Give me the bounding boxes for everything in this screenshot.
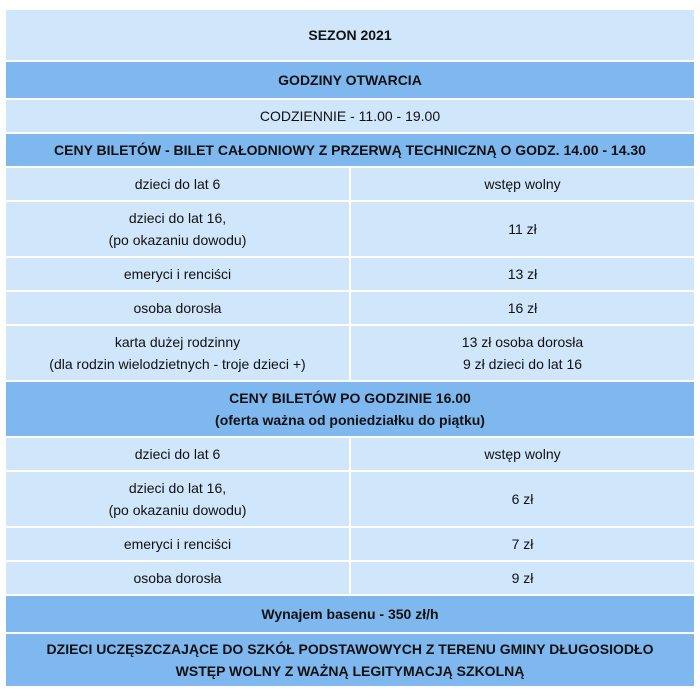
price-table [4,8,696,688]
opening-header-row [6,62,694,98]
table-row [6,202,694,256]
opening-hours-row [6,100,694,132]
ticket-label: emeryci i renciści [6,258,349,290]
ticket-label: osoba dorosła [6,562,349,594]
table-row [6,562,694,594]
section2-title: CENY BILETÓW PO GODZINIE 16.00 (oferta ważna od poniedziałku do piątku) [6,382,694,436]
opening-hours: CODZIENNIE - 11.00 - 19.00 [6,100,694,132]
opening-hours-header: GODZINY OTWARCIA [6,62,694,98]
table-row [6,472,694,526]
table-row [6,292,694,324]
ticket-price: wstęp wolny [351,438,694,470]
ticket-price: 13 zł osoba dorosła 9 zł dzieci do lat 16 [351,326,694,380]
table-row [6,438,694,470]
ticket-label: dzieci do lat 6 [6,438,349,470]
rental-row [6,596,694,632]
section1-title: CENY BILETÓW - BILET CAŁODNIOWY Z PRZERWĄ TECHNICZNĄ O GODZ. 14.00 - 14.30 [6,134,694,166]
section1-header-row [6,134,694,166]
ticket-label: dzieci do lat 16, (po okazaniu dowodu) [6,202,349,256]
ticket-label: karta dużej rodzinny (dla rodzin wielodzietnych - troje dzieci +) [6,326,349,380]
ticket-price: 13 zł [351,258,694,290]
ticket-label: emeryci i renciści [6,528,349,560]
table-row [6,326,694,380]
table-row [6,528,694,560]
footer-note: DZIECI UCZĘSZCZAJĄCE DO SZKÓŁ PODSTAWOWYCH Z TERENU GMINY DŁUGOSIODŁO WSTĘP WOLNY Z WAŻNĄ LEGITYMACJĄ SZKOLNĄ [6,634,694,686]
footer-note-row [6,634,694,686]
table-row [6,168,694,200]
ticket-price: wstęp wolny [351,168,694,200]
ticket-price: 9 zł [351,562,694,594]
ticket-price: 7 zł [351,528,694,560]
season-title: SEZON 2021 [6,10,694,60]
price-list [4,8,696,688]
ticket-price: 16 zł [351,292,694,324]
season-row [6,10,694,60]
ticket-label: dzieci do lat 16, (po okazaniu dowodu) [6,472,349,526]
pool-rental: Wynajem basenu - 350 zł/h [6,596,694,632]
section2-header-row [6,382,694,436]
ticket-price: 6 zł [351,472,694,526]
ticket-label: osoba dorosła [6,292,349,324]
ticket-price: 11 zł [351,202,694,256]
ticket-label: dzieci do lat 6 [6,168,349,200]
table-row [6,258,694,290]
